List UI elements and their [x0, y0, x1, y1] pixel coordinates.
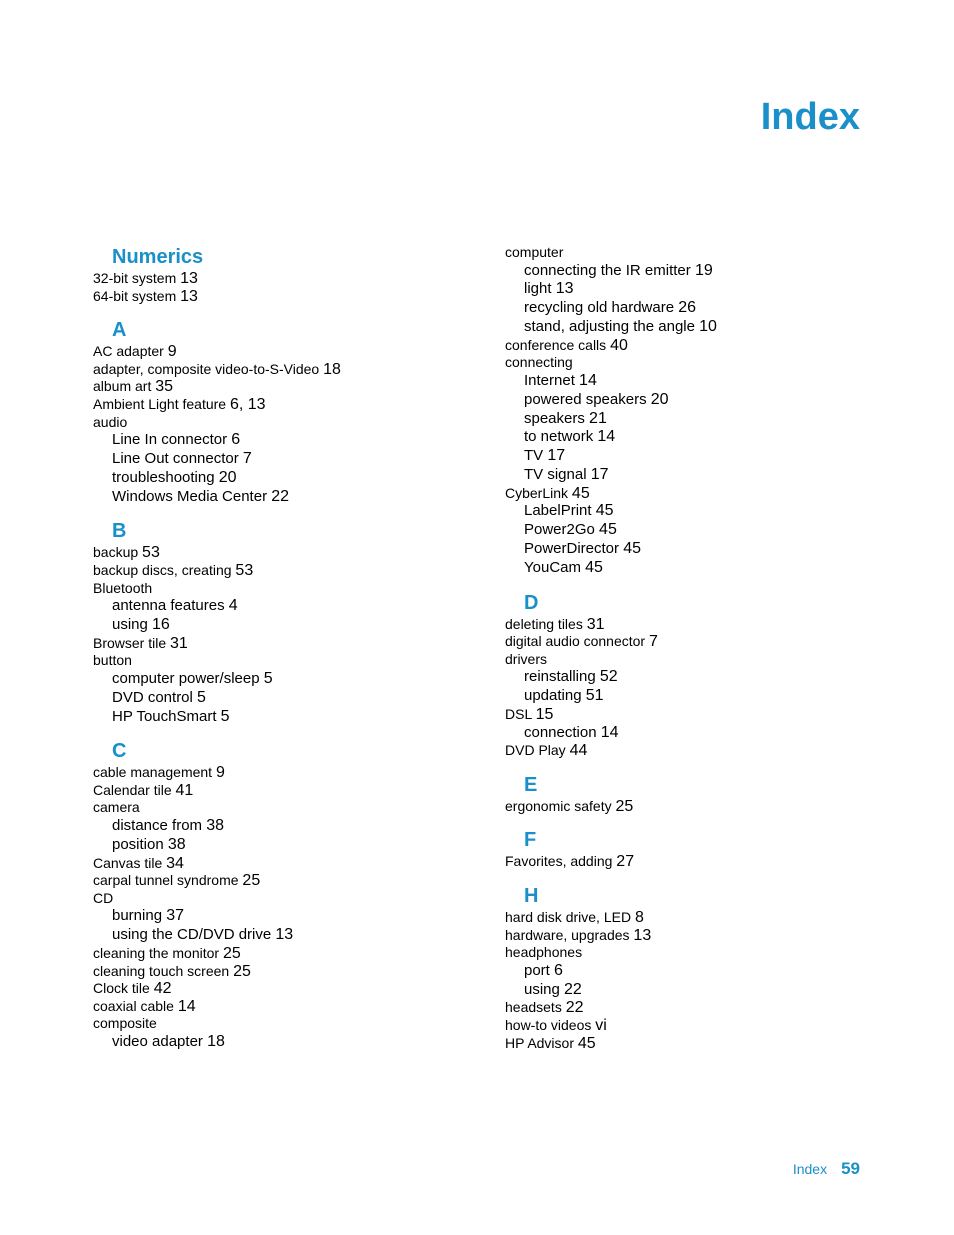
section-heading: A: [112, 319, 127, 342]
index-entry: [93, 945, 483, 963]
entry-page-ref: 13: [180, 287, 198, 305]
index-entry: [93, 343, 483, 361]
index-subentry: [93, 708, 483, 727]
index-entry: [505, 616, 895, 634]
entry-page-ref: 6, 13: [229, 395, 266, 413]
entry-term: cable management: [93, 764, 213, 781]
entry-term: Power2Go: [524, 521, 595, 539]
entry-page-ref: 45: [599, 521, 617, 539]
entry-page-ref: 27: [616, 853, 635, 871]
entry-term: using: [112, 615, 148, 633]
entry-page-ref: 42: [153, 980, 172, 998]
entry-term: TV signal: [524, 465, 587, 483]
index-entry: [505, 633, 895, 651]
entry-page-ref: 45: [571, 484, 590, 502]
index-entry: [93, 396, 483, 414]
entry-term: cleaning touch screen: [93, 962, 230, 979]
entry-term: using the CD/DVD drive: [112, 926, 272, 944]
entry-page-ref: 13: [275, 926, 294, 944]
entry-term: headsets: [505, 999, 562, 1016]
entry-page-ref: 15: [535, 705, 554, 723]
entry-page-ref: 38: [206, 817, 225, 835]
entry-term: to network: [524, 428, 594, 446]
entry-term: composite: [93, 1015, 157, 1032]
entry-page-ref: 5: [197, 688, 206, 706]
entry-term: computer: [505, 244, 564, 260]
entry-term: Internet: [524, 371, 575, 389]
index-column-right: [505, 244, 895, 1064]
entry-page-ref: 4: [228, 597, 238, 615]
index-subentry: [93, 597, 483, 616]
index-subentry: [93, 1033, 483, 1052]
entry-page-ref: 18: [323, 360, 341, 378]
entry-page-ref: 14: [600, 723, 619, 741]
index-entry: [93, 855, 483, 873]
index-subentry: [93, 450, 483, 469]
entry-page-ref: 52: [599, 668, 618, 686]
entry-page-ref: 25: [242, 872, 261, 890]
entry-page-ref: 13: [180, 270, 198, 287]
section-heading: Numerics: [112, 246, 204, 268]
entry-term: coaxial cable: [93, 997, 174, 1014]
entry-term: using: [524, 980, 560, 998]
entry-page-ref: 7: [649, 633, 658, 651]
section-heading: D: [524, 591, 539, 614]
page-title: Index: [760, 96, 860, 138]
index-entry: [505, 1035, 895, 1053]
index-entry: [93, 764, 483, 782]
index-subentry: [93, 616, 483, 635]
index-subentry: [93, 926, 483, 945]
index-subentry: [93, 431, 483, 450]
index-entry: [505, 354, 895, 372]
index-entry: [505, 651, 895, 669]
entry-page-ref: 26: [678, 299, 697, 317]
entry-term: updating: [524, 687, 582, 705]
entry-term: HP Advisor: [505, 1034, 574, 1051]
index-subentry: [505, 962, 895, 981]
entry-page-ref: 10: [699, 317, 717, 335]
entry-term: YouCam: [524, 558, 581, 576]
index-subentry: [505, 428, 895, 447]
entry-term: powered speakers: [524, 390, 647, 408]
index-section: [93, 518, 483, 726]
entry-term: album art: [93, 378, 152, 395]
index-section: [505, 772, 895, 816]
entry-term: Line Out connector: [112, 449, 239, 467]
entry-term: hardware, upgrades: [505, 926, 630, 943]
entry-term: ergonomic safety: [505, 797, 612, 814]
entry-page-ref: 22: [564, 980, 582, 998]
index-entry: [93, 414, 483, 432]
entry-term: reinstalling: [524, 668, 596, 686]
index-entry: [93, 580, 483, 598]
index-entry: [93, 1015, 483, 1033]
index-section: [505, 827, 895, 871]
index-section: [93, 317, 483, 506]
index-entry: [505, 853, 895, 871]
index-subentry: [505, 299, 895, 318]
index-subentry: [505, 280, 895, 299]
entry-term: recycling old hardware: [524, 299, 675, 317]
index-section: [93, 244, 483, 305]
entry-term: AC adapter: [93, 343, 164, 360]
entry-term: camera: [93, 799, 140, 816]
index-entry: [93, 270, 483, 288]
index-section: [505, 590, 895, 760]
index-subentry: [505, 466, 895, 485]
index-subentry: [505, 724, 895, 743]
entry-term: audio: [93, 413, 128, 430]
entry-page-ref: 5: [263, 669, 273, 687]
index-subentry: [505, 318, 895, 337]
entry-term: Ambient Light feature: [93, 395, 227, 412]
entry-page-ref: 44: [569, 742, 588, 760]
entry-page-ref: 31: [586, 615, 605, 633]
entry-page-ref: 25: [615, 797, 634, 815]
index-subentry: [505, 262, 895, 281]
entry-term: DSL: [505, 705, 532, 722]
index-column-left: [93, 244, 483, 1064]
index-subentry: [505, 687, 895, 706]
entry-page-ref: 7: [242, 449, 252, 467]
entry-term: Calendar tile: [93, 781, 172, 798]
entry-page-ref: 45: [595, 502, 614, 520]
index-entry: [505, 742, 895, 760]
entry-page-ref: 6: [231, 431, 241, 449]
entry-term: light: [524, 280, 552, 298]
index-subentry: [93, 670, 483, 689]
entry-term: connection: [524, 723, 597, 741]
entry-page-ref: 51: [585, 687, 604, 705]
entry-term: DVD control: [112, 688, 193, 706]
index-entry: [93, 635, 483, 653]
entry-page-ref: 14: [579, 371, 597, 389]
index-entry: [505, 485, 895, 503]
entry-term: Canvas tile: [93, 854, 163, 871]
section-heading: F: [524, 829, 537, 852]
entry-term: HP TouchSmart: [112, 707, 217, 725]
index-subentry: [505, 502, 895, 521]
entry-page-ref: 18: [207, 1033, 225, 1051]
index-entry: [505, 927, 895, 945]
index-entry: [505, 1017, 895, 1035]
index-section: [505, 883, 895, 1052]
entry-term: hard disk drive, LED: [505, 909, 632, 926]
entry-page-ref: 14: [597, 428, 616, 446]
index-entry: [505, 909, 895, 927]
page-number: 59: [841, 1159, 860, 1178]
entry-page-ref: 5: [220, 707, 230, 725]
entry-term: 64-bit system: [93, 287, 177, 304]
index-subentry: [505, 391, 895, 410]
index-subentry: [93, 488, 483, 507]
entry-page-ref: 21: [589, 409, 607, 427]
footer-label: Index: [792, 1161, 828, 1177]
entry-page-ref: 25: [233, 962, 251, 980]
entry-term: Favorites, adding: [505, 853, 613, 870]
index-section: [505, 244, 895, 578]
entry-page-ref: 14: [177, 997, 196, 1015]
entry-term: Clock tile: [93, 980, 150, 997]
entry-page-ref: 45: [577, 1034, 596, 1052]
entry-page-ref: 20: [650, 390, 669, 408]
entry-term: connecting: [505, 354, 573, 371]
index-entry: [505, 706, 895, 724]
index-subentry: [93, 689, 483, 708]
index-entry: [505, 244, 895, 262]
entry-term: stand, adjusting the angle: [524, 317, 695, 335]
entry-term: Windows Media Center: [112, 487, 268, 505]
index-entry: [93, 562, 483, 580]
entry-term: speakers: [524, 409, 585, 427]
entry-page-ref: vi: [595, 1017, 607, 1035]
entry-term: antenna features: [112, 597, 225, 615]
index-subentry: [505, 540, 895, 559]
section-heading: E: [524, 773, 538, 796]
entry-page-ref: 13: [633, 926, 652, 944]
index-entry: [505, 999, 895, 1017]
entry-term: button: [93, 652, 132, 669]
entry-term: how-to videos: [505, 1017, 592, 1034]
entry-page-ref: 19: [694, 261, 713, 279]
entry-page-ref: 41: [175, 781, 194, 799]
index-subentry: [505, 668, 895, 687]
entry-term: position: [112, 835, 164, 853]
entry-term: digital audio connector: [505, 633, 646, 650]
entry-page-ref: 25: [222, 945, 241, 963]
entry-term: deleting tiles: [505, 615, 583, 632]
index-entry: [505, 337, 895, 355]
entry-term: TV: [524, 447, 544, 465]
entry-term: carpal tunnel syndrome: [93, 872, 239, 889]
index-entry: [505, 798, 895, 816]
entry-term: port: [524, 961, 550, 979]
index-entry: [93, 544, 483, 562]
entry-term: drivers: [505, 650, 548, 667]
entry-page-ref: 9: [215, 764, 225, 782]
entry-page-ref: 35: [155, 378, 174, 396]
index-entry: [93, 890, 483, 908]
entry-page-ref: 22: [271, 487, 290, 505]
entry-page-ref: 34: [166, 854, 184, 872]
entry-page-ref: 40: [610, 336, 628, 354]
index-subentry: [93, 817, 483, 836]
entry-page-ref: 22: [565, 999, 584, 1017]
entry-term: computer power/sleep: [112, 669, 260, 687]
entry-term: CyberLink: [505, 484, 569, 501]
index-entry: [93, 378, 483, 396]
index-subentry: [93, 469, 483, 488]
entry-page-ref: 8: [634, 909, 644, 927]
index-subentry: [505, 372, 895, 391]
entry-term: cleaning the monitor: [93, 945, 220, 962]
index-subentry: [505, 447, 895, 466]
entry-term: burning: [112, 907, 163, 925]
entry-term: backup: [93, 544, 139, 561]
entry-page-ref: 45: [623, 539, 641, 557]
entry-page-ref: 38: [167, 835, 186, 853]
entry-term: Bluetooth: [93, 579, 153, 596]
entry-term: troubleshooting: [112, 468, 215, 486]
index-entry: [93, 799, 483, 817]
entry-term: distance from: [112, 817, 203, 835]
index-subentry: [505, 521, 895, 540]
section-heading: C: [112, 740, 127, 763]
index-entry: [93, 652, 483, 670]
entry-page-ref: 13: [555, 280, 574, 298]
entry-term: backup discs, creating: [93, 561, 232, 578]
index-subentry: [93, 907, 483, 926]
index-subentry: [93, 836, 483, 855]
entry-term: Browser tile: [93, 634, 167, 651]
index-entry: [93, 288, 483, 306]
index-entry: [93, 361, 483, 379]
index-subentry: [505, 410, 895, 429]
index-entry: [93, 963, 483, 981]
entry-term: video adapter: [112, 1033, 203, 1051]
entry-page-ref: 17: [547, 447, 566, 465]
index-entry: [93, 872, 483, 890]
entry-page-ref: 37: [166, 907, 185, 925]
entry-term: PowerDirector: [524, 539, 620, 557]
entry-page-ref: 16: [152, 615, 170, 633]
index-entry: [93, 998, 483, 1016]
section-heading: B: [112, 520, 127, 543]
index-subentry: [505, 559, 895, 578]
index-entry: [93, 980, 483, 998]
entry-page-ref: 31: [170, 634, 188, 652]
entry-term: LabelPrint: [524, 502, 592, 520]
entry-page-ref: 6: [554, 961, 563, 979]
entry-term: conference calls: [505, 336, 607, 353]
section-heading: H: [524, 885, 539, 908]
page-footer: [793, 1159, 860, 1179]
index-entry: [93, 782, 483, 800]
entry-page-ref: 45: [585, 558, 603, 576]
index-section: [93, 738, 483, 1052]
entry-term: 32-bit system: [93, 270, 177, 286]
entry-term: adapter, composite video-to-S-Video: [93, 360, 320, 377]
entry-page-ref: 53: [142, 544, 160, 562]
entry-term: DVD Play: [505, 742, 566, 759]
entry-page-ref: 20: [218, 468, 237, 486]
entry-page-ref: 53: [235, 561, 254, 579]
index-entry: [505, 944, 895, 962]
entry-term: connecting the IR emitter: [524, 261, 691, 279]
entry-page-ref: 17: [590, 465, 609, 483]
entry-term: headphones: [505, 944, 583, 961]
entry-term: CD: [93, 889, 114, 906]
entry-page-ref: 9: [167, 343, 177, 361]
entry-term: Line In connector: [112, 431, 228, 449]
index-subentry: [505, 981, 895, 1000]
